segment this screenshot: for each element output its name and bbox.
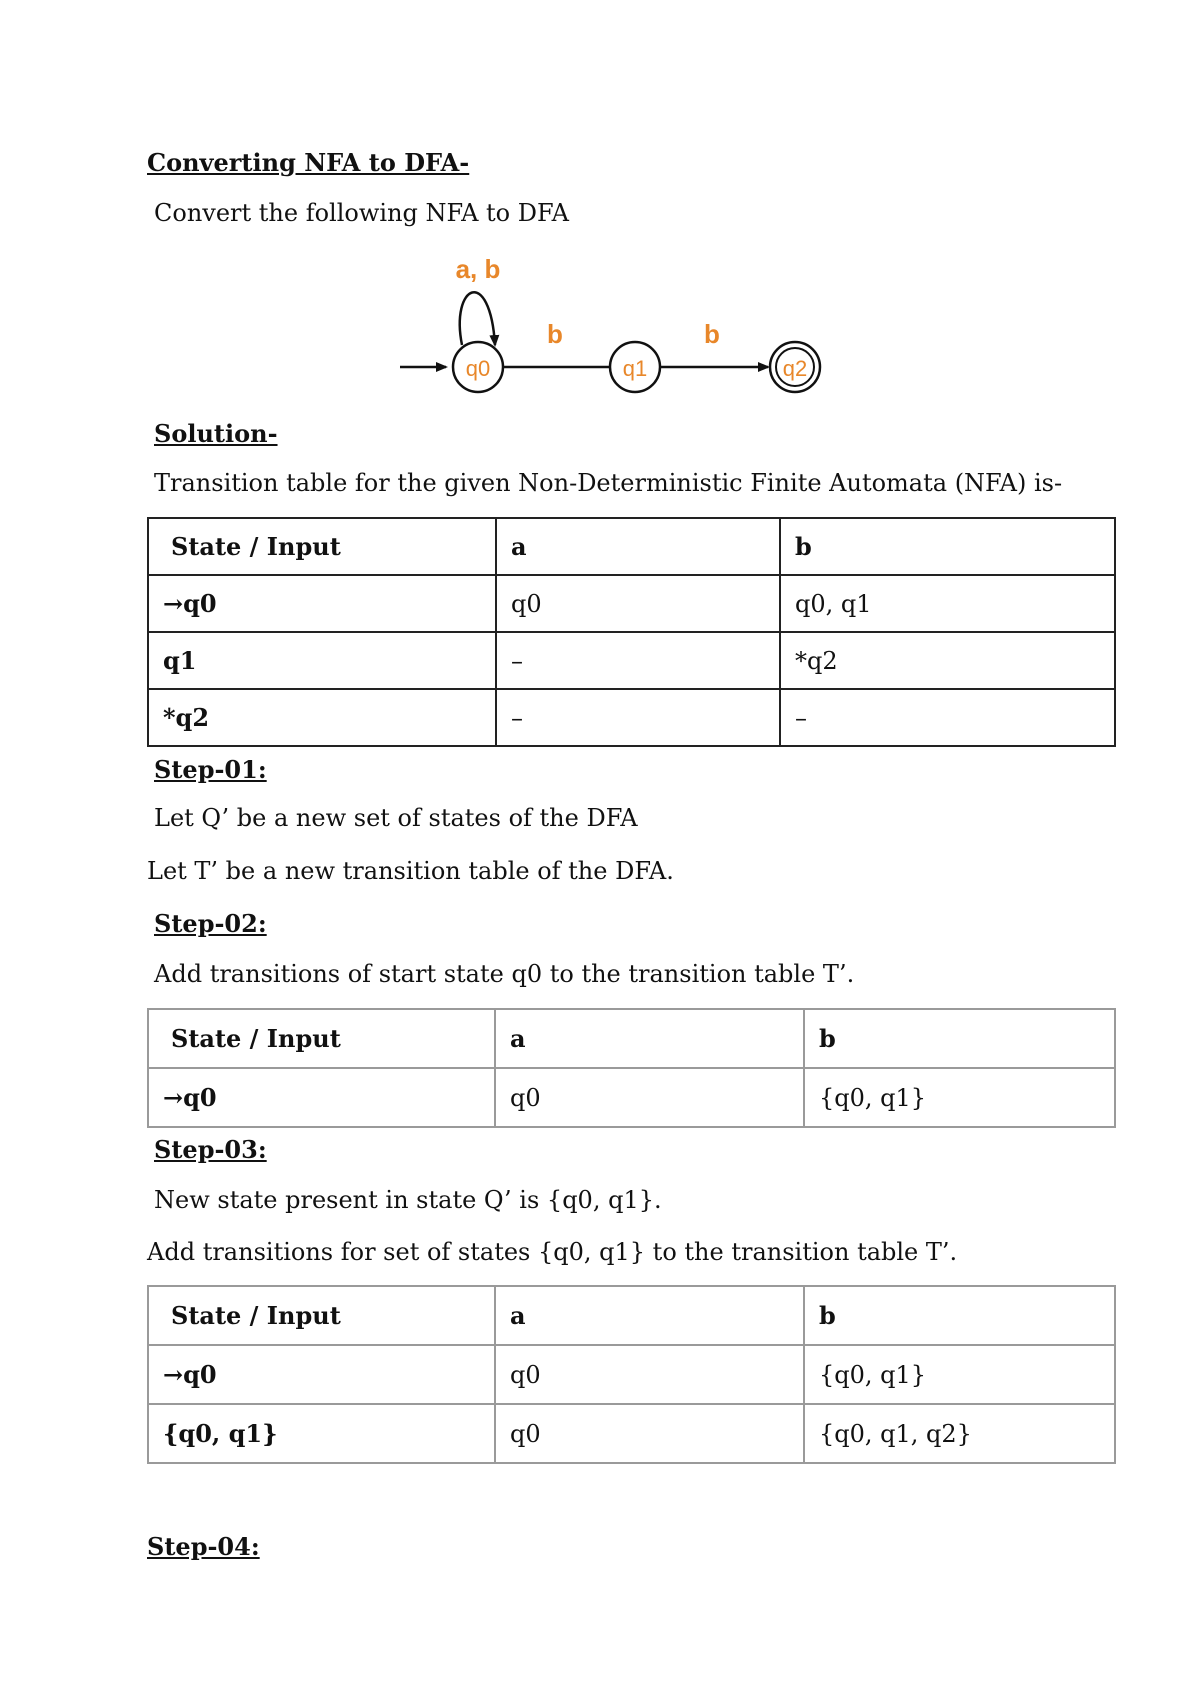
solution-text: Transition table for the given Non-Deterministic Finite Automata (NFA) is- [154,469,1063,497]
state-cell: →q0 [148,1345,495,1404]
state-cell: →q0 [148,1068,495,1127]
header-cell: State / Input [148,1009,495,1068]
table-row [148,1404,1115,1463]
table-cell: q0 [495,1068,804,1127]
state-q0-label: q0 [465,356,491,381]
header-cell: State / Input [148,518,496,575]
state-q2-label: q2 [782,356,808,381]
state-q1-label: q1 [622,356,648,381]
header-cell: b [804,1286,1115,1345]
step-03-line-2: Add transitions for set of states {q0, q1} to the transition table T’. [147,1238,958,1266]
nfa-diagram [390,245,830,405]
edge-q1-q2-label: b [704,319,720,349]
table-cell: *q2 [780,632,1115,689]
solution-heading: Solution- [154,419,278,448]
step-04-heading: Step-04: [147,1532,260,1561]
step-03-heading: Step-03: [154,1135,267,1164]
table-cell: – [496,689,780,746]
dfa-table-step-02 [147,1008,1116,1128]
self-loop-edge [460,292,495,345]
table-row [148,1345,1115,1404]
step-01-line-1: Let Q’ be a new set of states of the DFA [154,804,638,832]
table-cell: q0 [495,1345,804,1404]
table-row [148,575,1115,632]
table-row [148,632,1115,689]
table-cell: – [496,632,780,689]
table-cell: q0, q1 [780,575,1115,632]
step-01-line-2: Let T’ be a new transition table of the DFA. [147,857,674,885]
table-cell: – [780,689,1115,746]
header-cell: a [496,518,780,575]
self-loop-label: a, b [455,254,501,284]
table-cell: {q0, q1} [804,1345,1115,1404]
dfa-table-step-03 [147,1285,1116,1464]
state-cell: q1 [148,632,496,689]
table-cell: {q0, q1, q2} [804,1404,1115,1463]
edge-q0-q1-label: b [547,319,563,349]
intro-text: Convert the following NFA to DFA [154,199,569,227]
state-cell: {q0, q1} [148,1404,495,1463]
table-header-row [148,1286,1115,1345]
header-cell: b [804,1009,1115,1068]
table-header-row [148,518,1115,575]
step-02-text: Add transitions of start state q0 to the transition table T’. [154,960,855,988]
header-cell: a [495,1286,804,1345]
page-title: Converting NFA to DFA- [147,148,470,177]
state-cell: *q2 [148,689,496,746]
table-cell: q0 [496,575,780,632]
step-01-heading: Step-01: [154,755,267,784]
table-row [148,689,1115,746]
header-cell: State / Input [148,1286,495,1345]
step-03-line-1: New state present in state Q’ is {q0, q1}. [154,1186,662,1214]
table-cell: {q0, q1} [804,1068,1115,1127]
header-cell: b [780,518,1115,575]
nfa-transition-table [147,517,1116,747]
table-header-row [148,1009,1115,1068]
state-cell: →q0 [148,575,496,632]
table-cell: q0 [495,1404,804,1463]
header-cell: a [495,1009,804,1068]
table-row [148,1068,1115,1127]
step-02-heading: Step-02: [154,909,267,938]
